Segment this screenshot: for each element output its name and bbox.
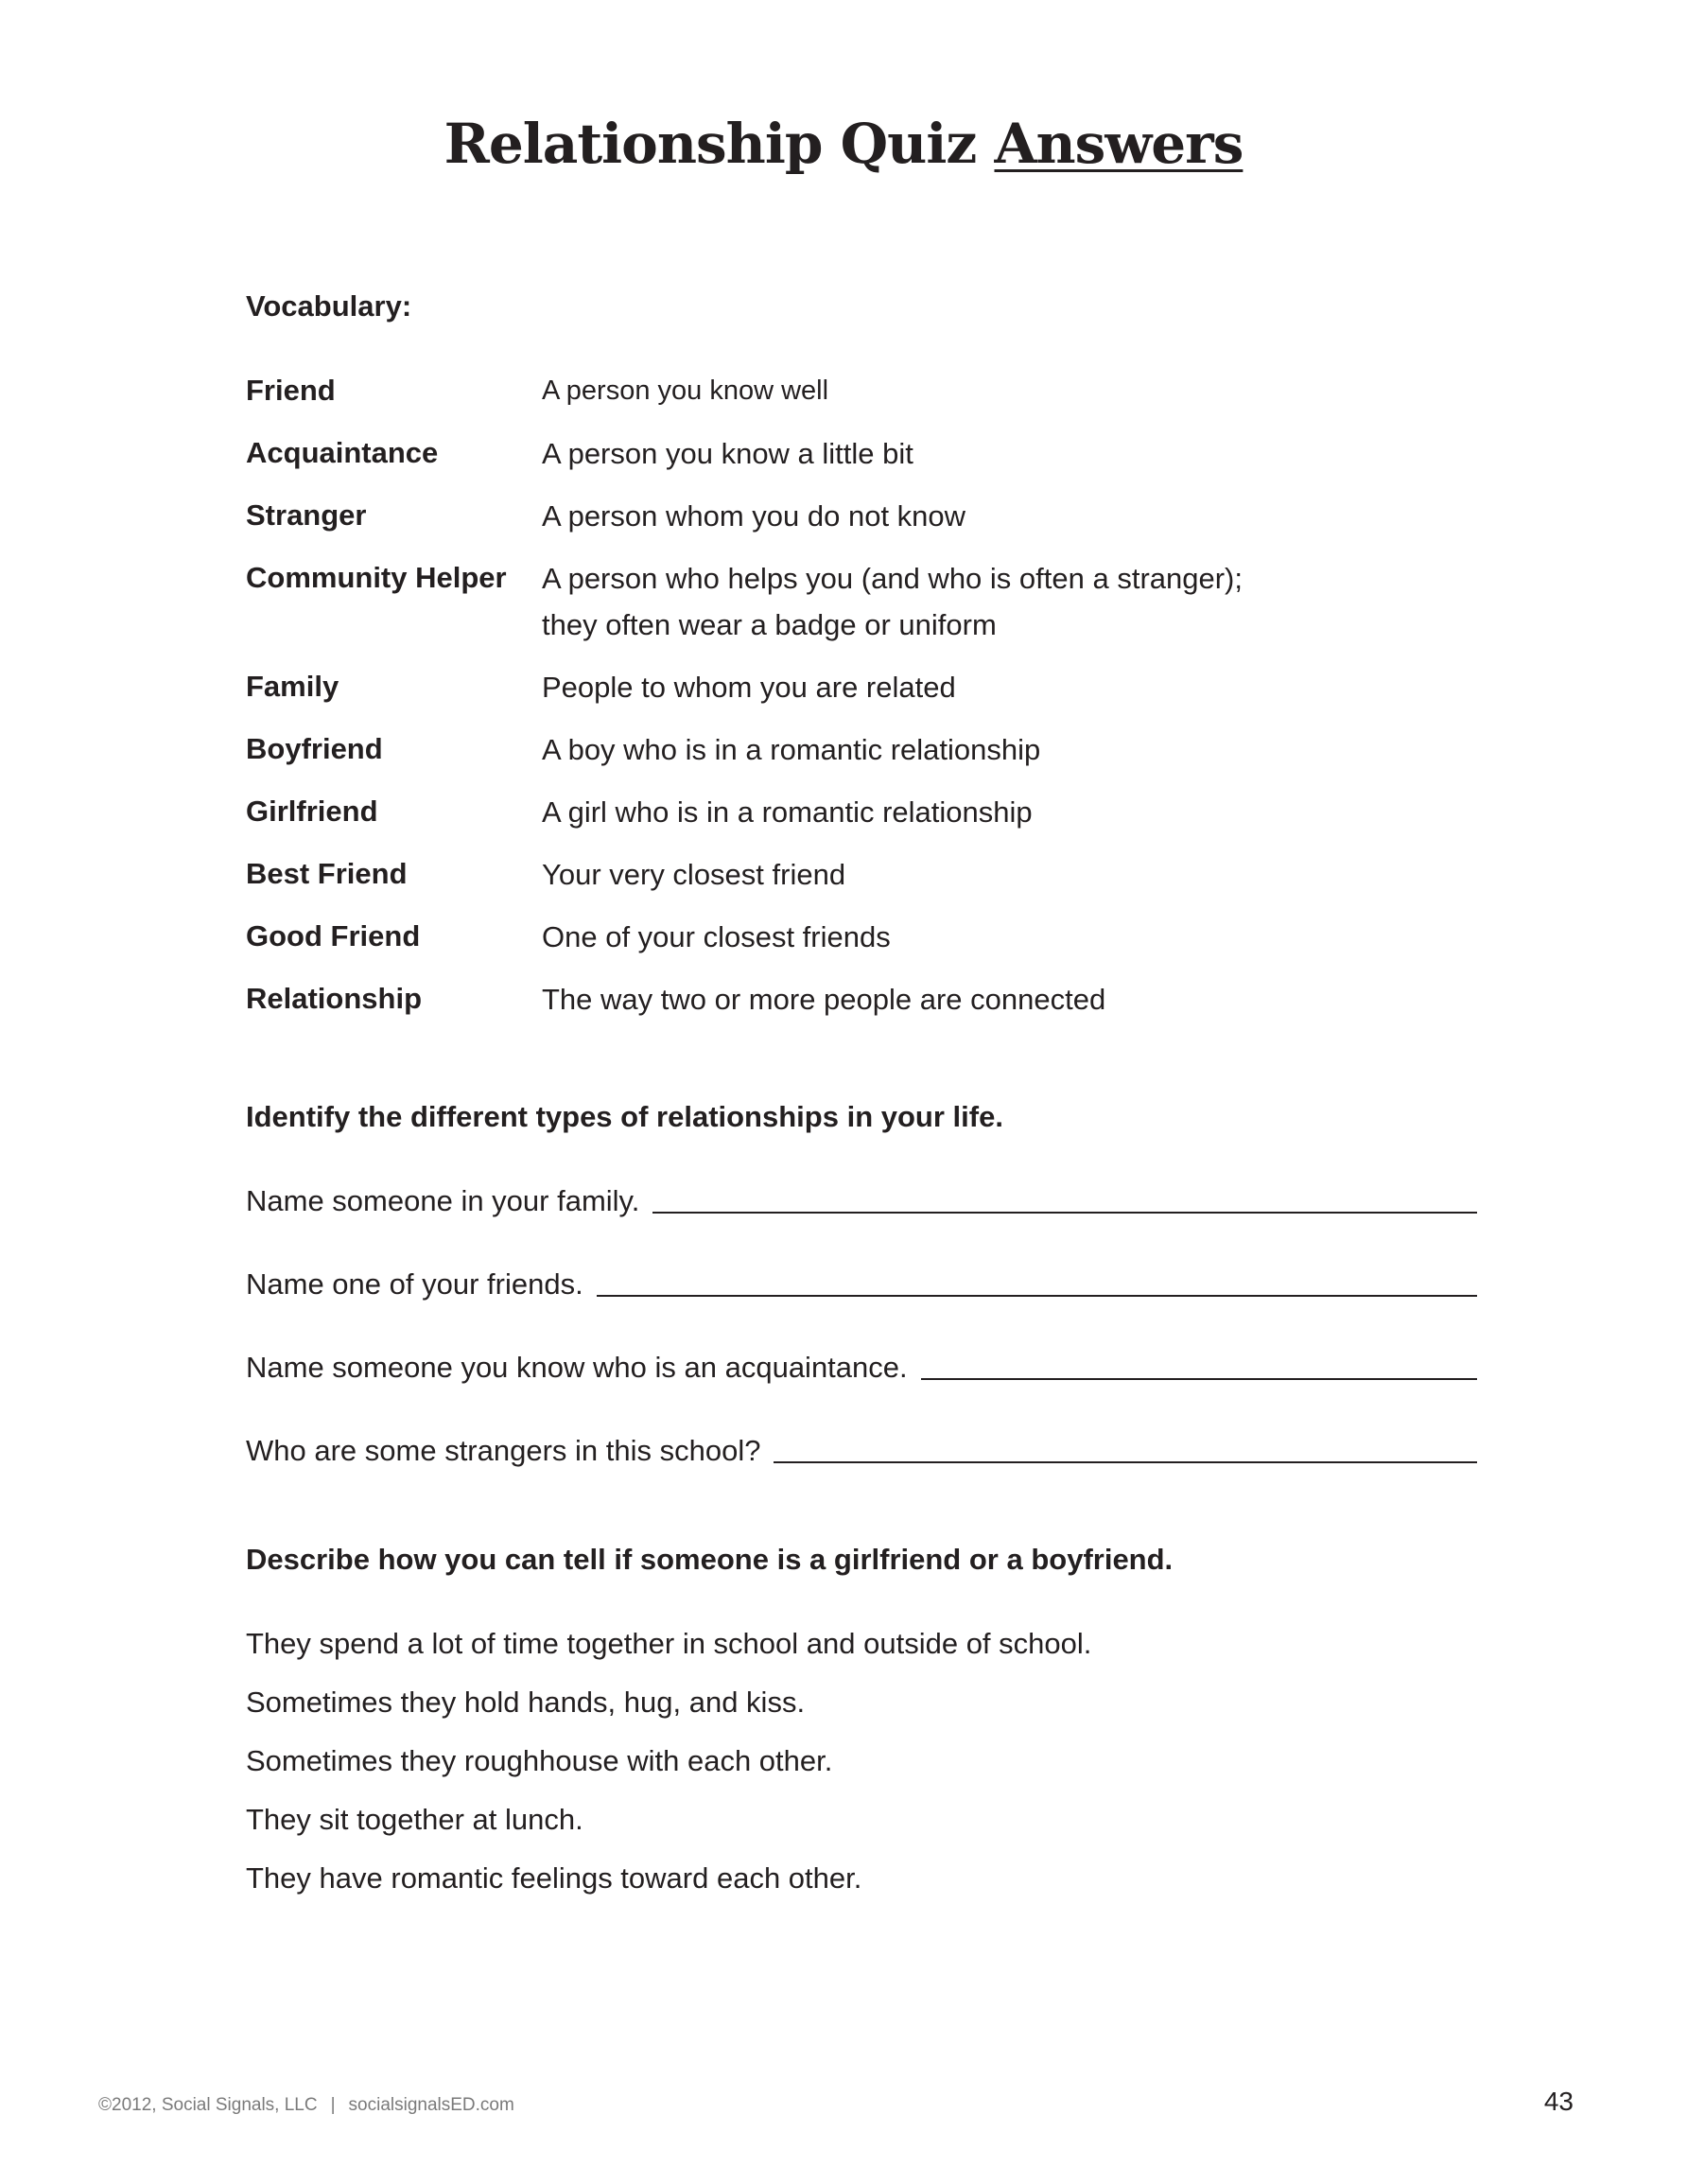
vocab-definition: A person you know well bbox=[542, 376, 829, 406]
footer-website: socialsignalsED.com bbox=[348, 2095, 514, 2115]
vocab-definition: One of your closest friends bbox=[542, 920, 891, 953]
page-title-main: Relationship Quiz bbox=[443, 112, 977, 176]
describe-answer: They have romantic feelings toward each other. bbox=[246, 1861, 862, 1895]
page-title bbox=[0, 106, 1687, 182]
vocab-term: Community Helper bbox=[246, 561, 507, 594]
vocab-term: Relationship bbox=[246, 982, 423, 1015]
vocab-term: Best Friend bbox=[246, 857, 408, 890]
vocab-definition: The way two or more people are connected bbox=[542, 983, 1106, 1016]
footer-copyright: ©2012, Social Signals, LLC bbox=[98, 2095, 318, 2115]
footer-separator: | bbox=[330, 2095, 336, 2115]
prompt-text: Name one of your friends. bbox=[246, 1267, 583, 1301]
vocab-term: Girlfriend bbox=[246, 795, 378, 828]
describe-answer: Sometimes they roughhouse with each other. bbox=[246, 1744, 833, 1777]
prompt-text: Name someone you know who is an acquaintance. bbox=[246, 1351, 908, 1384]
describe-answer: Sometimes they hold hands, hug, and kiss. bbox=[246, 1686, 806, 1719]
family-prompt-row bbox=[246, 1182, 1477, 1220]
vocab-term: Boyfriend bbox=[246, 732, 383, 765]
vocab-term: Stranger bbox=[246, 498, 367, 532]
vocab-definition: A person you know a little bit bbox=[542, 437, 913, 470]
vocab-term: Friend bbox=[246, 374, 336, 407]
vocab-definition: A girl who is in a romantic relationship bbox=[542, 795, 1033, 829]
vocab-definition: People to whom you are related bbox=[542, 671, 956, 704]
describe-heading: Describe how you can tell if someone is a girlfriend or a boyfriend. bbox=[246, 1543, 1174, 1576]
vocab-term: Good Friend bbox=[246, 919, 421, 952]
acquaintance-prompt-row bbox=[246, 1349, 1477, 1387]
describe-answer: They spend a lot of time together in school and outside of school. bbox=[246, 1627, 1092, 1660]
family-answer-line[interactable] bbox=[652, 1211, 1477, 1214]
vocab-definition: A person who helps you (and who is often a stranger); they often wear a badge or uniform bbox=[542, 562, 1243, 641]
vocab-definition: A boy who is in a romantic relationship bbox=[542, 733, 1041, 766]
page-number: 43 bbox=[1543, 2087, 1574, 2116]
prompt-text: Name someone in your family. bbox=[246, 1184, 640, 1217]
friend-prompt-row bbox=[246, 1266, 1477, 1303]
friend-answer-line[interactable] bbox=[597, 1294, 1477, 1297]
vocab-definition: Your very closest friend bbox=[542, 858, 846, 891]
describe-answer: They sit together at lunch. bbox=[246, 1803, 583, 1836]
acquaintance-answer-line[interactable] bbox=[921, 1377, 1477, 1380]
vocab-term: Family bbox=[246, 670, 339, 703]
strangers-prompt-row bbox=[246, 1432, 1477, 1470]
vocabulary-heading: Vocabulary: bbox=[246, 289, 412, 323]
identify-heading: Identify the different types of relationships in your life. bbox=[246, 1100, 1003, 1133]
vocab-definition: A person whom you do not know bbox=[542, 499, 966, 533]
footer-credit bbox=[98, 2095, 514, 2116]
strangers-answer-line[interactable] bbox=[774, 1460, 1477, 1463]
prompt-text: Who are some strangers in this school? bbox=[246, 1434, 761, 1467]
page-title-underlined: Answers bbox=[994, 112, 1244, 176]
vocab-term: Acquaintance bbox=[246, 436, 439, 469]
